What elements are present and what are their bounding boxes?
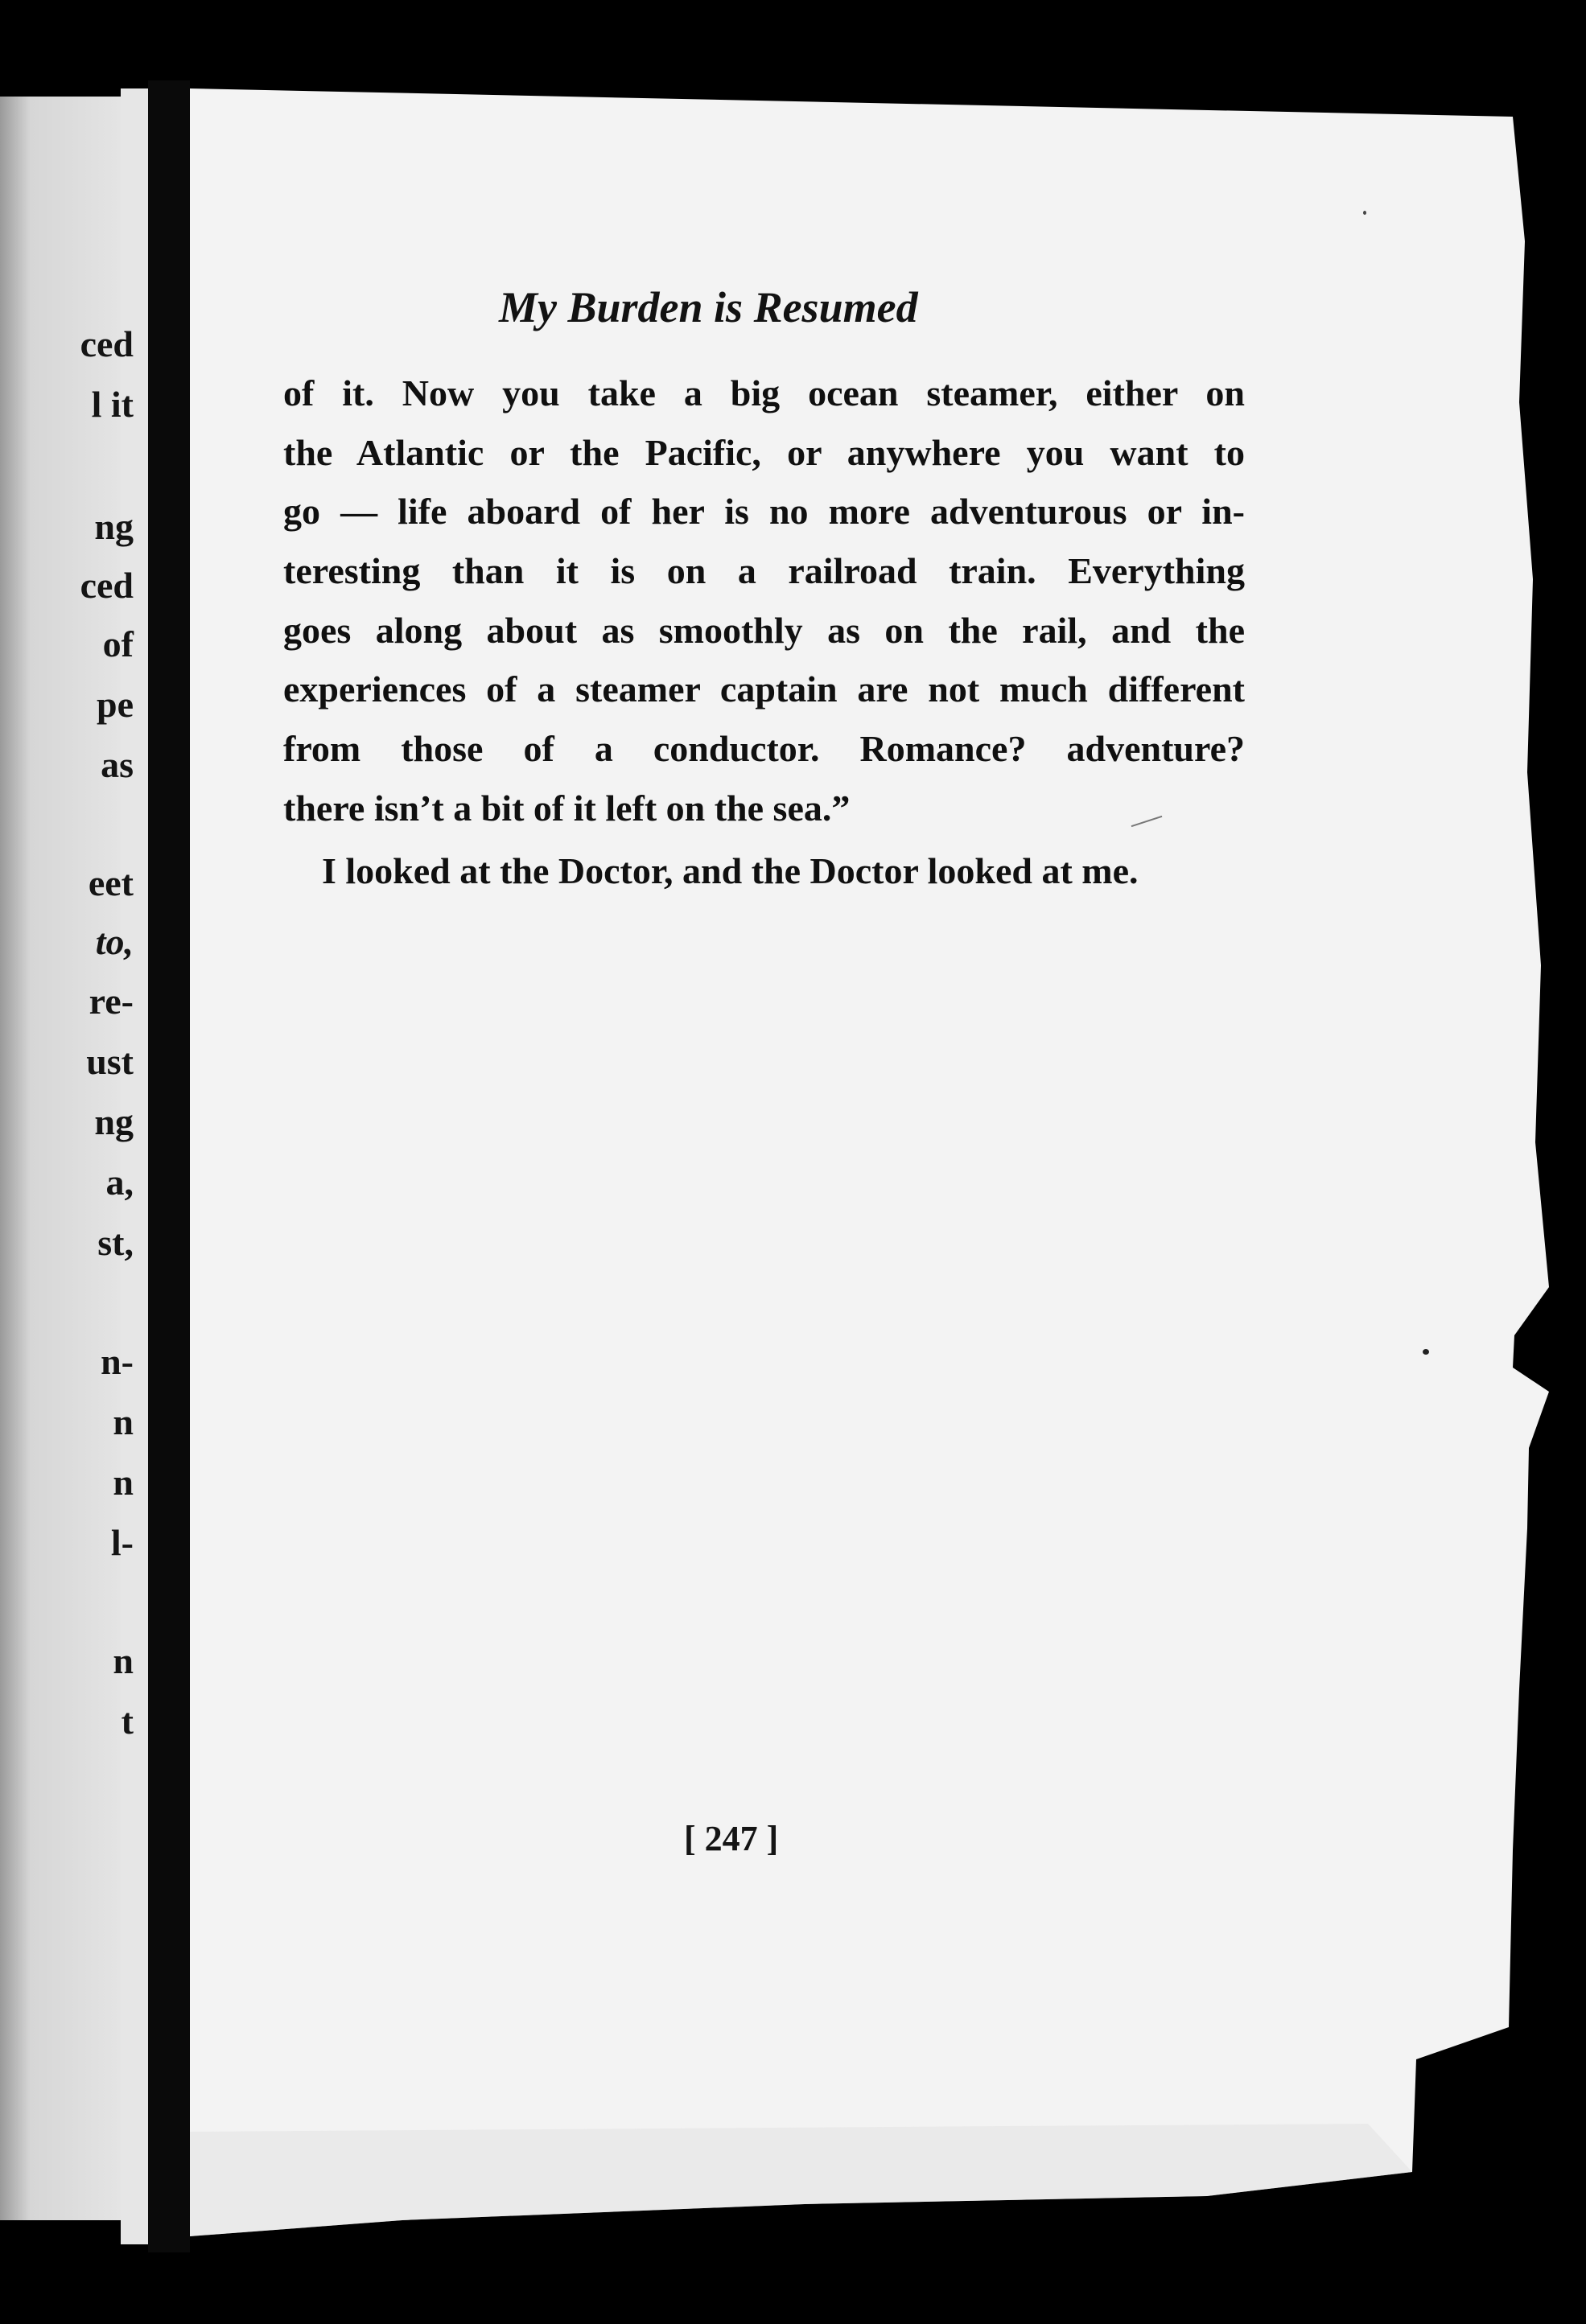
facing-page-fragment: l- (110, 1522, 134, 1563)
scan-speck (1363, 211, 1366, 215)
body-text-line: go — life aboard of her is no more adventurous or in- (283, 491, 1245, 532)
body-closing-line: I looked at the Doctor, and the Doctor looked at me. (322, 850, 1139, 891)
body-text-line: teresting than it is on a railroad train. Everything (283, 550, 1245, 591)
facing-page-fragment: ced (80, 323, 134, 364)
facing-page-fragment: n (113, 1462, 134, 1503)
facing-page-fragment: a, (105, 1162, 134, 1203)
facing-page-fragment: t (121, 1701, 134, 1742)
facing-page-fragment: pe (97, 684, 134, 725)
body-text-line: from those of a conductor. Romance? adventure? (283, 728, 1245, 769)
facing-page-fragment: n- (101, 1341, 134, 1382)
facing-page-fragment: l it (91, 384, 134, 425)
running-head: My Burden is Resumed (499, 283, 918, 331)
facing-page-fragment: n (113, 1640, 134, 1681)
facing-page-fragment: of (102, 623, 134, 664)
page-number: [ 247 ] (684, 1819, 779, 1858)
facing-page-fragment: st, (97, 1222, 134, 1263)
facing-page-fragment: eet (88, 862, 134, 903)
body-text-line: experiences of a steamer captain are not much different (283, 668, 1245, 710)
body-text-line: there isn’t a bit of it left on the sea.” (283, 788, 851, 829)
facing-page-fragment: n (113, 1401, 134, 1442)
body-text-line: goes along about as smoothly as on the rail, and the (283, 610, 1245, 651)
body-text-line: the Atlantic or the Pacific, or anywhere you want to (283, 432, 1245, 473)
body-text-line: of it. Now you take a big ocean steamer, either on (283, 372, 1245, 413)
page-shading (190, 2124, 1412, 2236)
facing-page-fragment: ng (94, 506, 134, 547)
facing-page-fragment: ng (94, 1101, 134, 1142)
facing-page-fragment: as (101, 744, 134, 785)
facing-page-fragment: ust (86, 1041, 134, 1082)
scan-speck (1423, 1349, 1429, 1355)
facing-page-fragment: re- (89, 981, 134, 1022)
facing-page-fragment: to, (95, 921, 134, 962)
facing-page-fragment: ced (80, 565, 134, 606)
